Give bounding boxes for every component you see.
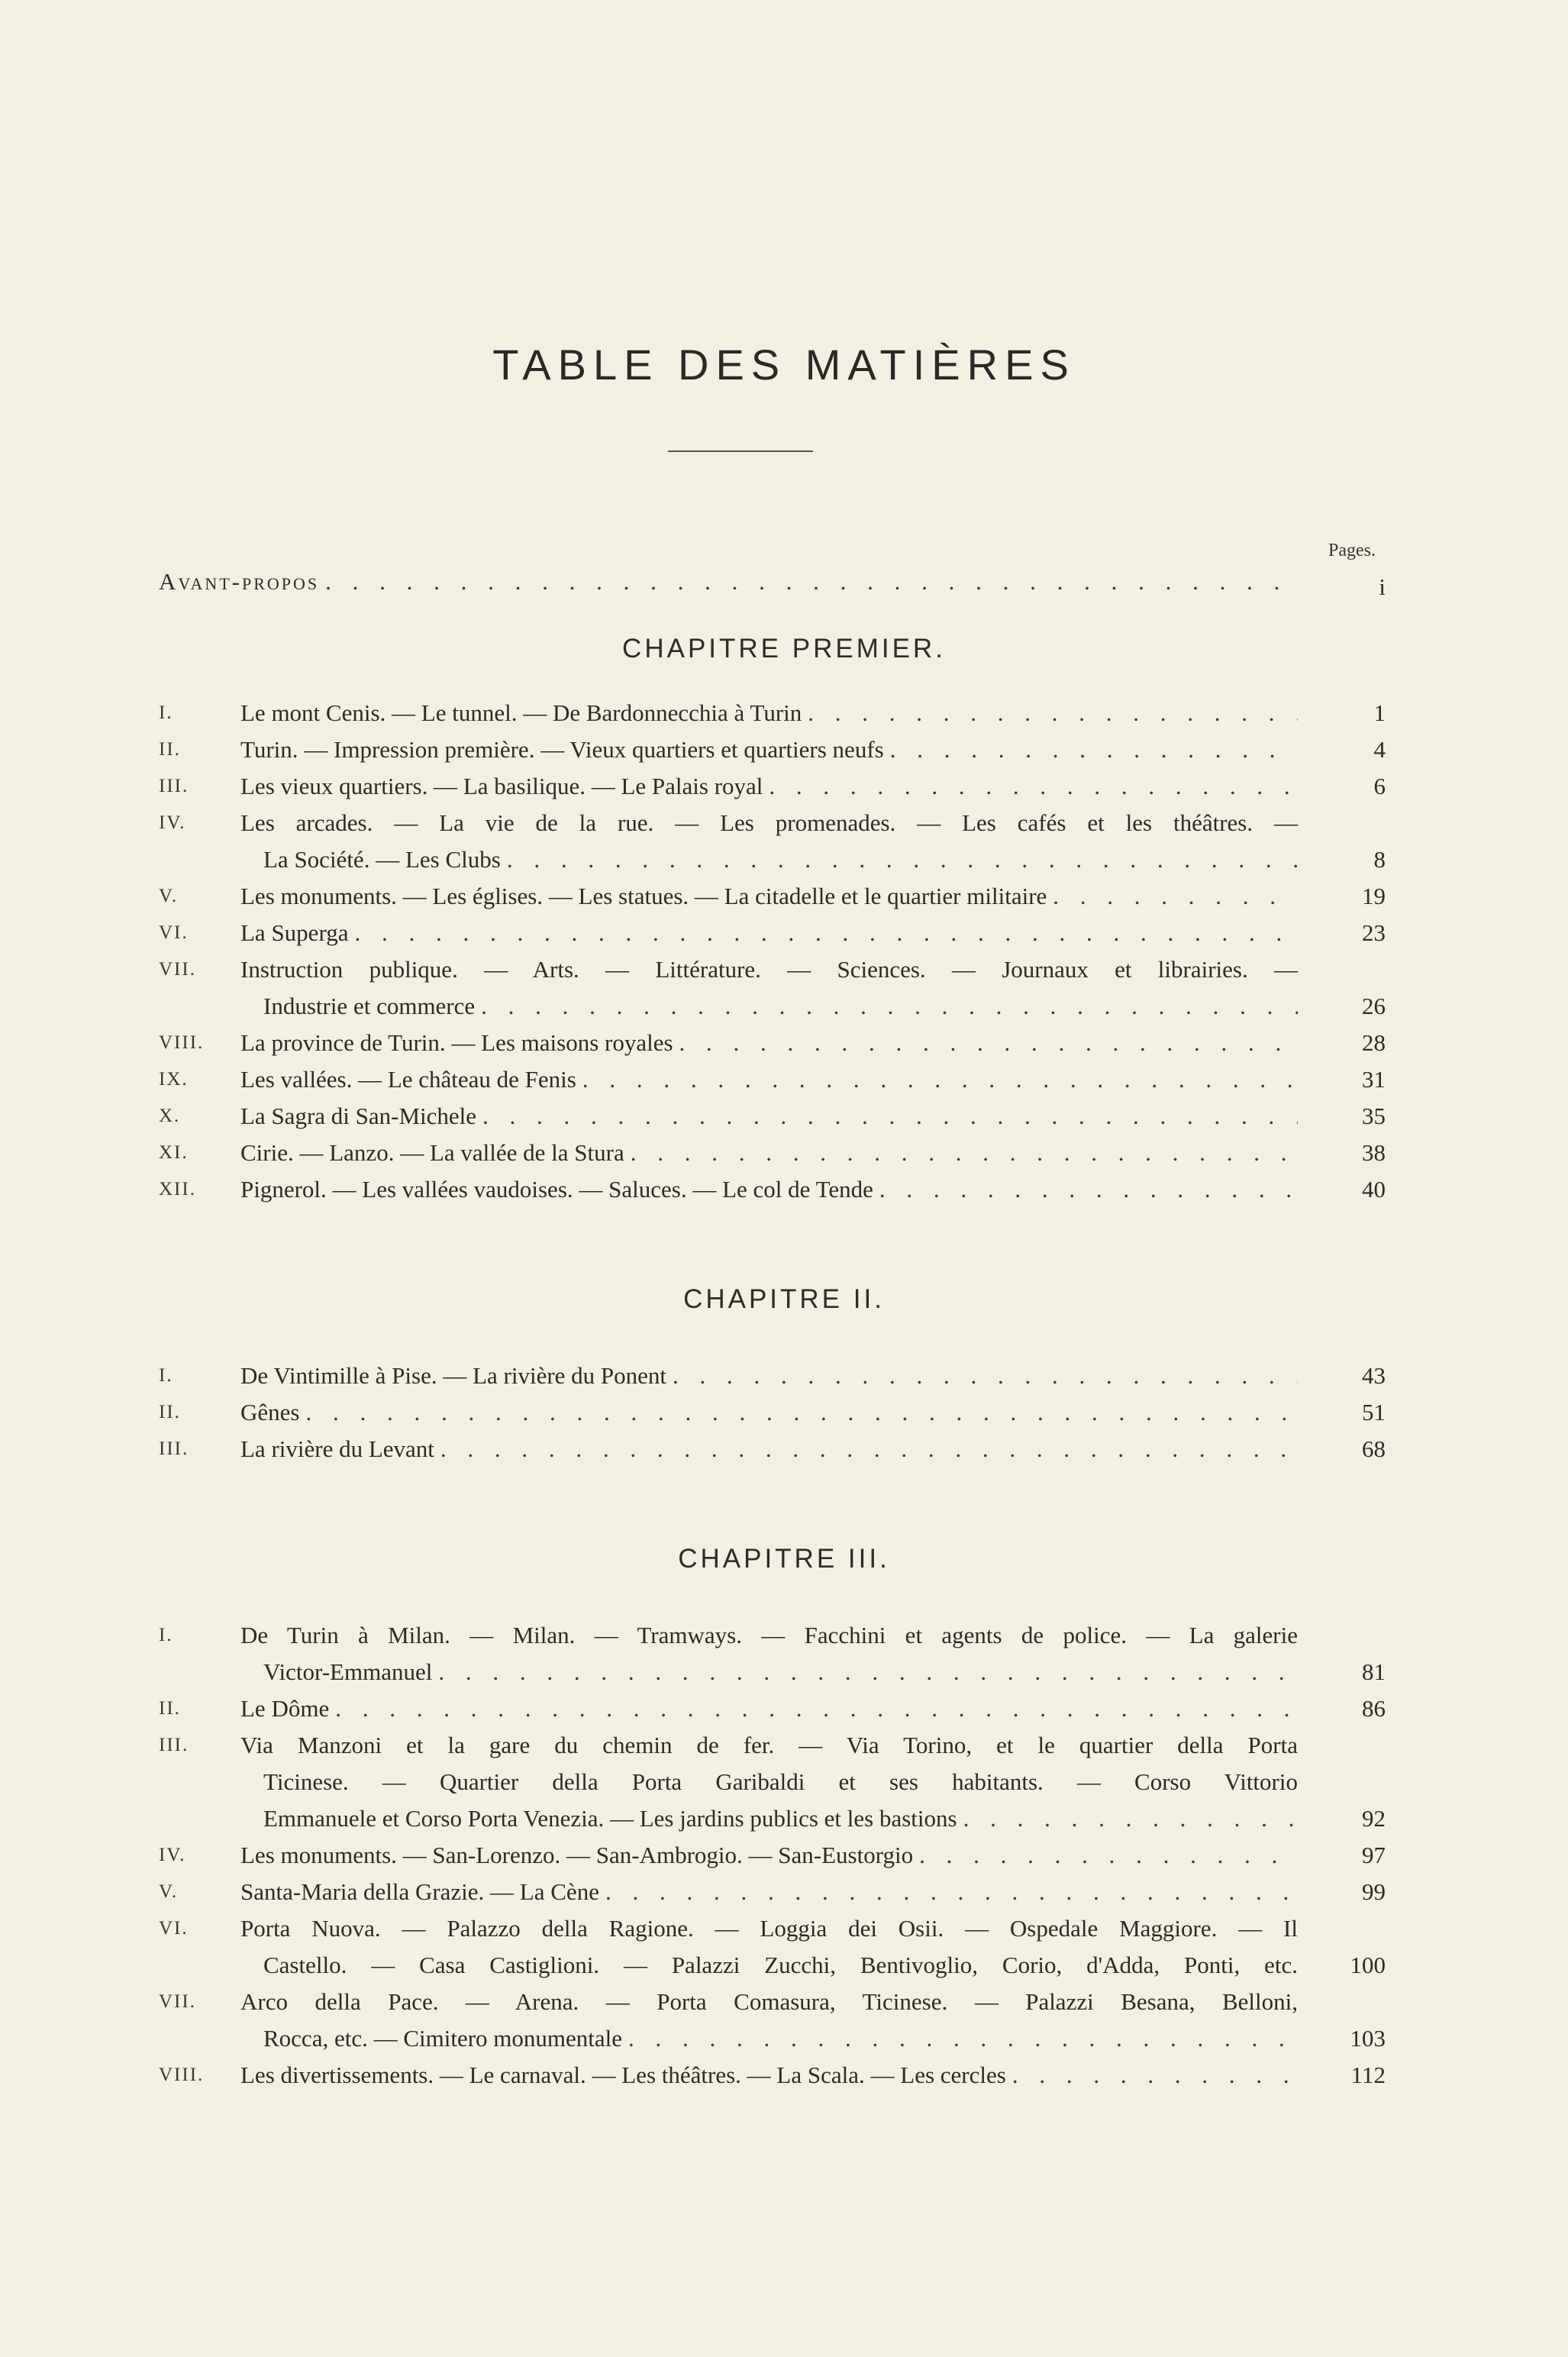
entry-page-number: 26 bbox=[1362, 993, 1386, 1019]
entry-page-number: 40 bbox=[1362, 1176, 1386, 1203]
title-divider bbox=[668, 450, 813, 452]
leader-dots bbox=[325, 563, 1298, 600]
entry-text-continuation: Emmanuele et Corso Porta Venezia. — Les jardins publics et les bastions bbox=[263, 1805, 957, 1832]
entry-text: Avant-propos bbox=[159, 568, 320, 595]
entry-page-number: 68 bbox=[1362, 1435, 1386, 1462]
entry-number: VIII. bbox=[159, 2065, 205, 2085]
entry-page-number: 43 bbox=[1362, 1362, 1386, 1389]
entry-text: La Sagra di San-Michele bbox=[240, 1103, 477, 1129]
chapter-heading: CHAPITRE II. bbox=[683, 1284, 885, 1314]
entry-text: La province de Turin. — Les maisons royales bbox=[240, 1029, 673, 1056]
entry-text: De Vintimille à Pise. — La rivière du Ponent bbox=[240, 1362, 667, 1389]
page-title: TABLE DES MATIÈRES bbox=[492, 341, 1076, 389]
entry-page-number: 31 bbox=[1362, 1066, 1386, 1093]
entry-page-number: 81 bbox=[1362, 1658, 1386, 1685]
entry-number: I. bbox=[159, 1625, 173, 1645]
entry-text: Santa-Maria della Grazie. — La Cène bbox=[240, 1878, 599, 1905]
entry-page-number: 99 bbox=[1362, 1878, 1386, 1905]
entry-number: VII. bbox=[159, 1991, 196, 2012]
entry-text: Le Dôme bbox=[240, 1695, 330, 1722]
toc-entry-avant-propos[interactable] bbox=[159, 563, 1298, 600]
entry-page-number: 92 bbox=[1362, 1805, 1386, 1832]
entry-page-number: 28 bbox=[1362, 1029, 1386, 1056]
entry-text: Les vieux quartiers. — La basilique. — Le Palais royal bbox=[240, 773, 763, 799]
entry-text-line: Castello. — Casa Castiglioni. — Palazzi Zucchi, Bentivoglio, Corio, d'Adda, Ponti, etc. bbox=[263, 1952, 1298, 1978]
entry-number: IV. bbox=[159, 812, 186, 833]
leader-dots bbox=[335, 1690, 1298, 1727]
entry-text-continuation: Rocca, etc. — Cimitero monumentale bbox=[263, 2025, 623, 2052]
entry-text: La Superga bbox=[240, 919, 349, 946]
entry-number: III. bbox=[159, 1735, 189, 1755]
entry-page-number: 35 bbox=[1362, 1103, 1386, 1129]
entry-number: VIII. bbox=[159, 1032, 205, 1053]
entry-page-number: 6 bbox=[1373, 773, 1386, 799]
entry-text: Cirie. — Lanzo. — La vallée de la Stura bbox=[240, 1139, 624, 1166]
leader-dots bbox=[963, 1800, 1298, 1837]
leader-dots bbox=[507, 841, 1298, 878]
entry-text-line: Porta Nuova. — Palazzo della Ragione. — Loggia dei Osii. — Ospedale Maggiore. — Il bbox=[240, 1915, 1298, 1942]
entry-page-number: 38 bbox=[1362, 1139, 1386, 1166]
entry-number: IV. bbox=[159, 1845, 186, 1865]
entry-number: I. bbox=[159, 1365, 173, 1386]
entry-text-continuation: Industrie et commerce bbox=[263, 993, 476, 1019]
entry-page-number: 51 bbox=[1362, 1399, 1386, 1426]
entry-page-number: 1 bbox=[1373, 699, 1386, 726]
entry-page-number: 86 bbox=[1362, 1695, 1386, 1722]
entry-number: VI. bbox=[159, 922, 189, 943]
entry-page-number: 4 bbox=[1373, 736, 1386, 763]
entry-number: II. bbox=[159, 1402, 181, 1422]
leader-dots bbox=[769, 768, 1298, 805]
entry-text: Les monuments. — San-Lorenzo. — San-Ambrogio. — San-Eustorgio bbox=[240, 1842, 914, 1868]
entry-page-number: 8 bbox=[1373, 846, 1386, 873]
entry-page-number: i bbox=[1379, 573, 1386, 600]
entry-number: VII. bbox=[159, 959, 196, 980]
entry-text: Turin. — Impression première. — Vieux quartiers et quartiers neufs bbox=[240, 736, 884, 763]
leader-dots bbox=[438, 1654, 1298, 1690]
leader-dots bbox=[440, 1431, 1298, 1467]
leader-dots bbox=[673, 1358, 1298, 1394]
entry-text: Pignerol. — Les vallées vaudoises. — Saluces. — Le col de Tende bbox=[240, 1176, 873, 1203]
leader-dots bbox=[605, 1874, 1298, 1910]
leader-dots bbox=[890, 731, 1298, 768]
entry-text-continuation: La Société. — Les Clubs bbox=[263, 846, 501, 873]
entry-text: Le mont Cenis. — Le tunnel. — De Bardonnecchia à Turin bbox=[240, 699, 802, 726]
entry-number: X. bbox=[159, 1106, 181, 1126]
entry-number: III. bbox=[159, 776, 189, 796]
entry-number: V. bbox=[159, 886, 179, 906]
leader-dots bbox=[628, 2020, 1298, 2057]
entry-number: I. bbox=[159, 702, 173, 723]
entry-number: V. bbox=[159, 1881, 179, 1902]
entry-text: Les divertissements. — Le carnaval. — Les théâtres. — La Scala. — Les cercles bbox=[240, 2062, 1006, 2088]
entry-page-number: 112 bbox=[1350, 2062, 1386, 2088]
entry-text-line: Les arcades. — La vie de la rue. — Les promenades. — Les cafés et les théâtres. — bbox=[240, 809, 1298, 836]
entry-text: Les vallées. — Le château de Fenis bbox=[240, 1066, 576, 1093]
entry-page-number: 97 bbox=[1362, 1842, 1386, 1868]
entry-number: XII. bbox=[159, 1179, 196, 1199]
pages-column-label: Pages. bbox=[1328, 541, 1376, 560]
leader-dots bbox=[679, 1025, 1298, 1061]
entry-text: Les monuments. — Les églises. — Les statues. — La citadelle et le quartier militaire bbox=[240, 883, 1047, 909]
entry-number: XI. bbox=[159, 1142, 189, 1163]
entry-text-line: Instruction publique. — Arts. — Littérature. — Sciences. — Journaux et librairies. — bbox=[240, 956, 1298, 983]
entry-page-number: 23 bbox=[1362, 919, 1386, 946]
leader-dots bbox=[354, 915, 1298, 951]
leader-dots bbox=[631, 1135, 1298, 1171]
entry-text: Gênes bbox=[240, 1399, 300, 1426]
entry-text-line: De Turin à Milan. — Milan. — Tramways. — Facchini et agents de police. — La galerie bbox=[240, 1622, 1298, 1648]
leader-dots bbox=[1012, 2057, 1298, 2094]
leader-dots bbox=[481, 988, 1298, 1025]
leader-dots bbox=[305, 1394, 1298, 1431]
entry-number: VI. bbox=[159, 1918, 189, 1939]
leader-dots bbox=[919, 1837, 1298, 1874]
entry-page-number: 103 bbox=[1350, 2025, 1386, 2052]
entry-text-line: Arco della Pace. — Arena. — Porta Comasura, Ticinese. — Palazzi Besana, Belloni, bbox=[240, 1988, 1298, 2015]
entry-text: La rivière du Levant bbox=[240, 1435, 434, 1462]
entry-text-continuation: Victor-Emmanuel bbox=[263, 1658, 433, 1685]
entry-page-number: 100 bbox=[1350, 1952, 1386, 1978]
entry-number: III. bbox=[159, 1438, 189, 1459]
chapter-heading: CHAPITRE PREMIER. bbox=[622, 634, 946, 664]
entry-number: II. bbox=[159, 1698, 181, 1719]
entry-text-line: Via Manzoni et la gare du chemin de fer. — Via Torino, et le quartier della Porta bbox=[240, 1732, 1298, 1758]
leader-dots bbox=[808, 695, 1298, 731]
entry-text-line: Ticinese. — Quartier della Porta Garibaldi et ses habitants. — Corso Vittorio bbox=[263, 1768, 1298, 1795]
leader-dots bbox=[482, 1098, 1298, 1135]
entry-page-number: 19 bbox=[1362, 883, 1386, 909]
entry-number: IX. bbox=[159, 1069, 189, 1090]
chapter-heading: CHAPITRE III. bbox=[678, 1544, 890, 1574]
leader-dots bbox=[1053, 878, 1298, 915]
entry-number: II. bbox=[159, 739, 181, 760]
leader-dots bbox=[582, 1061, 1298, 1098]
leader-dots bbox=[879, 1171, 1298, 1208]
